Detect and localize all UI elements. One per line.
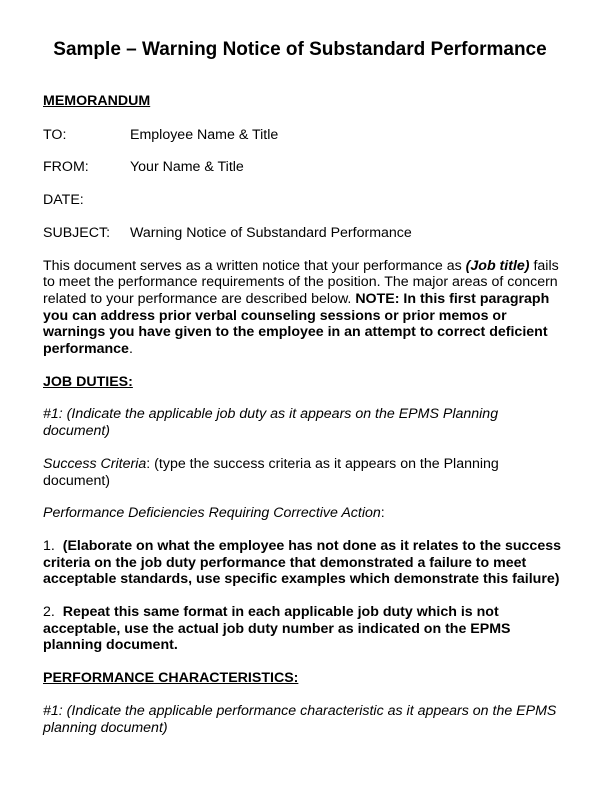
job-duty-1: #1: (Indicate the applicable job duty as it appears on the EPMS Planning document) [43,406,499,440]
deficiency-item-2 [43,604,563,654]
deficiency-item-1 [43,538,563,588]
memorandum-heading: MEMORANDUM [43,93,151,109]
performance-deficiencies-label: Performance Deficiencies Requiring Corrective Action [43,505,381,522]
performance-characteristics-heading: PERFORMANCE CHARACTERISTICS: [43,670,299,687]
memo-date-label: DATE: [43,192,84,209]
memo-subject-row [43,225,563,242]
memo-subject-value: Warning Notice of Substandard Performance [130,224,412,241]
deficiency-item-1-number: 1. [43,537,63,554]
intro-text-1: This document serves as a written notice that your performance as [43,257,466,274]
deficiency-item-2-text: Repeat this same format in each applicable job duty which is not acceptable, use the actual job duty number as indicated on the EPMS planning document. [43,604,511,654]
intro-note-label: NOTE: [355,290,400,307]
performance-deficiencies [43,505,563,522]
memo-from-row [43,159,563,176]
intro-note-text: In this first paragraph you can address prior verbal counseling sessions or prior memos or warnings you have given to the employee in an attempt to correct deficient performance [43,290,550,358]
success-criteria [43,456,563,489]
document-title: Sample – Warning Notice of Substandard Performance [53,39,547,60]
success-criteria-label: Success Criteria [43,455,147,472]
performance-characteristic-1: #1: (Indicate the applicable performance characteristic as it appears on the EPMS planning document) [43,702,557,736]
performance-deficiencies-colon: : [380,505,385,522]
memo-subject-label: SUBJECT: [43,224,111,241]
deficiency-item-2-number: 2. [43,604,63,621]
intro-end: . [128,341,133,358]
memo-from-value: Your Name & Title [130,159,244,176]
intro-paragraph [43,258,563,358]
deficiency-item-1-text: (Elaborate on what the employee has not done as it relates to the success criteria on the job duty performance that demonstrated a failure to meet acceptable standards, use specific examples which demonstrate this failure) [43,537,561,588]
job-duties-heading: JOB DUTIES: [43,373,133,390]
intro-job-title: (Job title) [465,257,530,274]
success-criteria-text: : (type the success criteria as it appears on the Planning document) [43,455,499,489]
memo-to-value: Employee Name & Title [130,126,279,143]
intro-text-2: fails to meet the performance requirements of the position. The major areas of concern related to your performance are described below. [43,257,559,307]
memo-date-row [43,192,563,209]
memo-to-label: TO: [43,126,67,143]
memo-from-label: FROM: [43,159,89,176]
memo-to-row [43,127,563,144]
document-body [43,93,563,736]
